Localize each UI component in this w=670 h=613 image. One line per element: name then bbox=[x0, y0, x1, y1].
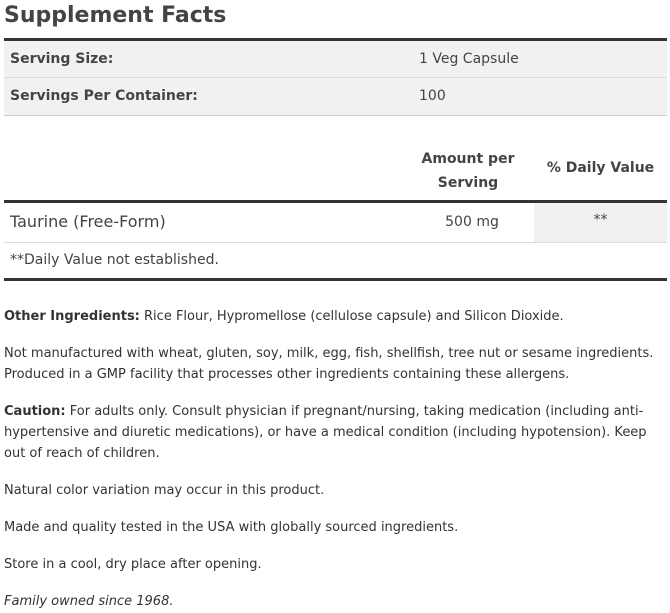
family-owned-note: Family owned since 1968. bbox=[4, 594, 174, 609]
other-ingredients-label: Other Ingredients: bbox=[4, 309, 140, 324]
caution-statement bbox=[4, 401, 664, 464]
table-row bbox=[4, 203, 667, 242]
other-ingredients bbox=[4, 306, 664, 327]
amount-per-serving-header bbox=[410, 147, 526, 195]
nutrient-amount: 500 mg bbox=[445, 214, 499, 230]
nutrient-daily-value: ** bbox=[593, 212, 608, 228]
daily-value-footnote: **Daily Value not established. bbox=[10, 252, 219, 268]
row-divider bbox=[4, 242, 667, 243]
daily-value-header: % Daily Value bbox=[546, 160, 655, 176]
bottom-divider bbox=[4, 278, 667, 281]
storage-note: Store in a cool, dry place after opening. bbox=[4, 557, 262, 572]
daily-value-cell bbox=[534, 203, 667, 242]
servings-per-container-value: 100 bbox=[419, 88, 446, 104]
serving-size-row bbox=[4, 41, 667, 78]
amount-header-line2: Serving bbox=[437, 175, 499, 191]
other-ingredients-text: Rice Flour, Hypromellose (cellulose capsule) and Silicon Dioxide. bbox=[139, 309, 564, 324]
serving-divider bbox=[4, 115, 667, 116]
caution-label: Caution: bbox=[4, 404, 66, 419]
caution-text: For adults only. Consult physician if pregnant/nursing, taking medication (including anti-hypertensive and diuretic medications), or have a medical condition (including hypotension). Keep out of reach of children. bbox=[4, 404, 647, 461]
amount-header-line1: Amount per bbox=[421, 151, 515, 167]
allergen-line-1: Not manufactured with wheat, gluten, soy, milk, egg, fish, shellfish, tree nut or sesame ingredients. bbox=[4, 346, 654, 361]
servings-per-container-row bbox=[4, 78, 667, 115]
allergen-line-2: Produced in a GMP facility that processes other ingredients containing these allergens. bbox=[4, 367, 570, 382]
page-title: Supplement Facts bbox=[4, 3, 227, 28]
made-in-usa-note: Made and quality tested in the USA with globally sourced ingredients. bbox=[4, 520, 459, 535]
servings-per-container-label: Servings Per Container: bbox=[10, 88, 198, 104]
allergen-statement bbox=[4, 343, 664, 385]
serving-size-label: Serving Size: bbox=[10, 51, 114, 67]
color-variation-note: Natural color variation may occur in this product. bbox=[4, 483, 325, 498]
nutrient-name: Taurine (Free-Form) bbox=[10, 212, 166, 231]
serving-size-value: 1 Veg Capsule bbox=[419, 51, 519, 67]
serving-info-box bbox=[4, 41, 667, 115]
